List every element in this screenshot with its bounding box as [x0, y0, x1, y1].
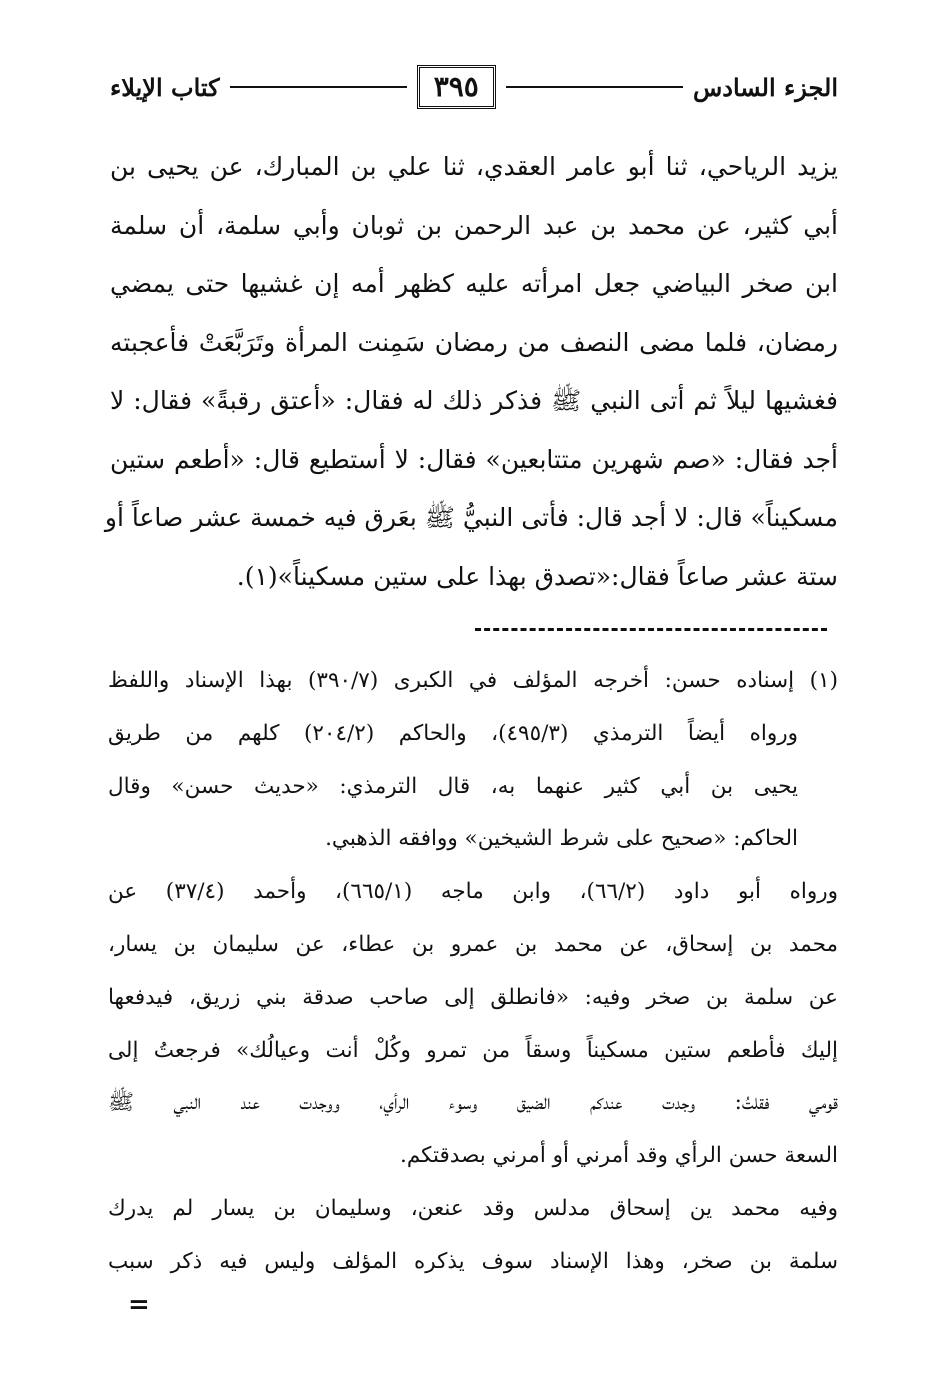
footnote-line: يحيى بن أبي كثير عنهما به، قال الترمذي: «حديث حسن» وقال: [108, 773, 798, 799]
page-number: ٣٩٥: [417, 65, 496, 109]
text-line: فغشيها ليلاً ثم أتى النبي ﷺ فذكر ذلك له فقال: «أعتق رقبةً» فقال: لا: [110, 386, 838, 415]
footnote-line: محمد بن إسحاق، عن محمد بن عمرو بن عطاء، عن سليمان بن يسار،: [108, 931, 838, 957]
footnote-line: عن سلمة بن صخر وفيه: «فانطلق إلى صاحب صدقة بني زريق، فيدفعها: [108, 984, 838, 1010]
text-line: مسكيناً» قال: لا أجد قال: فأتى النبيُّ ﷺ بعَرق فيه خمسة عشر صاعاً أو: [104, 503, 838, 532]
text-line: يزيد الرياحي، ثنا أبو عامر العقدي، ثنا علي بن المبارك، عن يحيى بن: [110, 152, 838, 181]
text-line: رمضان، فلما مضى النصف من رمضان سَمِنت المرأة وتَرَبَّعَتْ فأعجبته: [110, 327, 838, 357]
footnote-line: السعة حسن الرأي وقد أمرني أو أمرني بصدقتكم.: [400, 1143, 838, 1169]
footnote-line: سلمة بن صخر، وهذا الإسناد سوف يذكره المؤلف وليس فيه ذكر سبب: [108, 1248, 838, 1274]
footnote-line: ورواه أيضاً الترمذي (٤٩٥/٣)، والحاكم (٢٠٤/٢) كلهم من طريق: [108, 720, 798, 746]
text-line: أبي كثير، عن محمد بن عبد الرحمن بن ثوبان وأبي سلمة، أن سلمة: [110, 210, 838, 240]
text-line: أجد فقال: «صم شهرين متتابعين» فقال: لا أستطيع قال: «أطعم ستين: [110, 444, 838, 474]
text-line: ابن صخر البياضي جعل امرأته عليه كظهر أمه إن غشيها حتى يمضي: [110, 269, 838, 298]
text-line: ستة عشر صاعاً فقال:«تصدق بهذا على ستين مسكيناً»(١).: [236, 561, 838, 591]
footnote-line: قومي فقلتُ: وجدت عندكم الضيق وسوء الرأي، ووجدت عند النبي ﷺ: [108, 1090, 838, 1116]
footnote-line: الحاكم: «صحيح على شرط الشيخين» ووافقه الذهبي.: [325, 826, 798, 852]
header-rule-left: [230, 86, 407, 88]
footnote-separator: [475, 628, 827, 631]
running-head-book: كتاب الإيلاء: [110, 72, 220, 102]
page-header: [110, 64, 838, 110]
footnotes: [108, 655, 838, 1289]
running-head-volume: الجزء السادس: [692, 72, 838, 102]
footnote-line: وفيه محمد ين إسحاق مدلس وقد عنعن، وسليمان بن يسار لم يدرك: [108, 1195, 838, 1221]
main-text: [104, 138, 838, 606]
footnote-line: (١) إسناده حسن: أخرجه المؤلف في الكبرى (٣٩٠/٧) بهذا الإسناد واللفظ: [108, 668, 838, 693]
footnote-line: إليك فأطعم ستين مسكيناً وسقاً من تمرو وكُلْ أنت وعيالُك» فرجعتُ إلى: [108, 1037, 838, 1063]
header-rule-right: [506, 86, 683, 88]
continuation-mark: =: [128, 1290, 150, 1320]
footnote-line: ورواه أبو داود (٦٦/٢)، وابن ماجه (٦٦٥/١)، وأحمد (٣٧/٤) عن: [108, 879, 839, 905]
